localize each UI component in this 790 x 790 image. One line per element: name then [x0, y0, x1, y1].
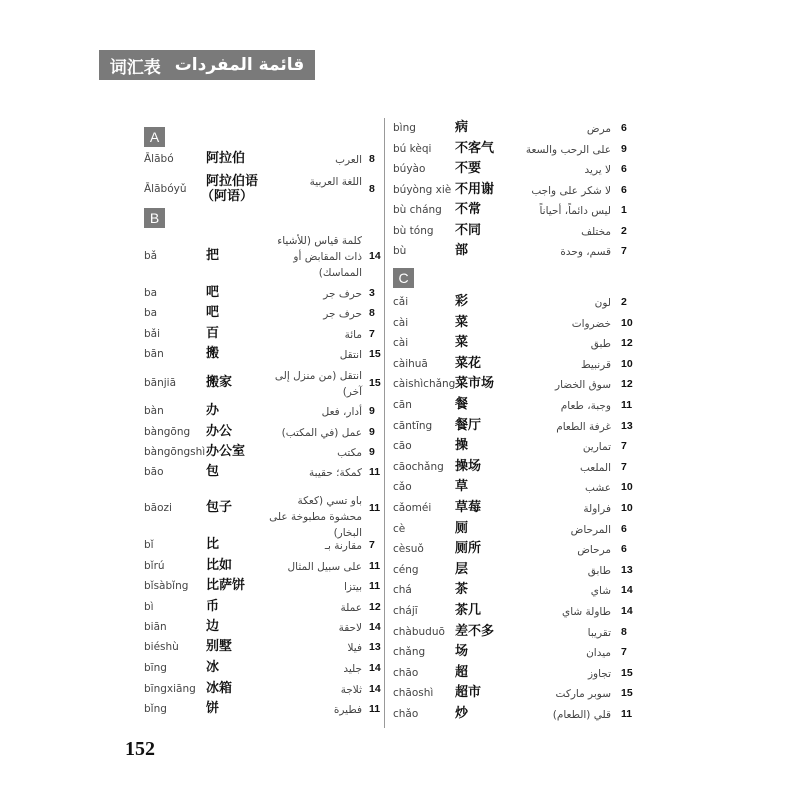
- entry-pinyin: cèsuǒ: [393, 543, 424, 556]
- entry-pinyin: bǐ: [144, 539, 154, 551]
- entry-lesson: 9: [369, 446, 375, 458]
- entry-lesson: 2: [621, 296, 627, 308]
- entry-lesson: 2: [621, 224, 627, 237]
- entry-hanzi: 草莓: [455, 500, 482, 515]
- entry-hanzi: 搬: [206, 346, 220, 361]
- entry-lesson: 11: [621, 399, 633, 411]
- entry-arabic: فيلا: [347, 642, 362, 654]
- entry-hanzi: 餐厅: [455, 417, 482, 433]
- entry-pinyin: bǐsàbǐng: [144, 580, 189, 592]
- entry-pinyin: bìng: [393, 122, 416, 134]
- entry-hanzi: 不要: [455, 161, 482, 176]
- entry-hanzi: 包子: [206, 500, 233, 515]
- entry-pinyin: bàn: [144, 405, 164, 417]
- entry-pinyin: bàngōngshì: [144, 446, 206, 458]
- entry-arabic: الملعب: [579, 461, 611, 474]
- entry-arabic: حرف جر: [323, 288, 362, 300]
- entry-hanzi: 办公室: [206, 444, 246, 459]
- entry-arabic: عشب: [585, 482, 611, 495]
- entry-pinyin: Ālābó: [144, 153, 174, 165]
- entry-pinyin: bàngōng: [144, 426, 191, 438]
- entry-lesson: 7: [621, 646, 627, 659]
- entry-pinyin: bù tóng: [393, 224, 434, 237]
- title-ar: قائمة المفردات: [174, 55, 305, 75]
- entry-hanzi: 百: [206, 326, 220, 341]
- entry-arabic: تمارين: [582, 441, 611, 454]
- entry-arabic: قسم، وحدة: [560, 246, 611, 258]
- entry-hanzi: 边: [206, 619, 220, 634]
- entry-hanzi: 层: [455, 561, 469, 577]
- entry-pinyin: chǎng: [393, 646, 426, 659]
- entry-hanzi: 超市: [455, 685, 482, 701]
- entry-hanzi: 彩: [455, 294, 469, 309]
- entry-hanzi: 比萨饼: [206, 578, 246, 593]
- entry-lesson: 13: [369, 641, 381, 653]
- entry-pinyin: bǎi: [144, 328, 161, 340]
- entry-lesson: 6: [621, 522, 627, 535]
- entry-hanzi: 不客气: [455, 140, 495, 156]
- entry-lesson: 8: [369, 153, 375, 165]
- entry-pinyin: cāo: [393, 440, 412, 453]
- entry-lesson: 13: [621, 419, 633, 432]
- entry-pinyin: búyòng xiè: [393, 183, 452, 196]
- entry-arabic: ثلاجة: [340, 684, 362, 696]
- entry-pinyin: bǐrú: [144, 560, 165, 572]
- entry-hanzi: 炒: [455, 706, 469, 721]
- entry-lesson: 12: [369, 601, 381, 613]
- entry-lesson: 10: [621, 357, 633, 370]
- entry-lesson: 3: [369, 287, 375, 299]
- entry-pinyin: cān: [393, 399, 412, 411]
- entry-pinyin: biān: [144, 621, 167, 633]
- entry-pinyin: chāoshì: [393, 687, 434, 700]
- entry-hanzi: 不常: [455, 202, 482, 217]
- entry-pinyin: bì: [144, 601, 154, 613]
- entry-pinyin: chàbuduō: [393, 625, 445, 638]
- entry-lesson: 6: [621, 543, 627, 556]
- entry-hanzi: 阿拉伯: [206, 151, 246, 166]
- entry-lesson: 15: [621, 666, 633, 679]
- entry-lesson: 14: [369, 250, 381, 262]
- entry-arabic: شاي: [590, 585, 611, 598]
- entry-arabic: حرف جر: [323, 308, 362, 320]
- entry-lesson: 10: [621, 316, 633, 329]
- entry-hanzi: 超: [455, 664, 469, 680]
- entry-lesson: 8: [369, 307, 375, 319]
- entry-pinyin: bú kèqi: [393, 142, 432, 155]
- entry-lesson: 6: [621, 183, 627, 196]
- entry-arabic: فراولة: [583, 503, 611, 515]
- entry-hanzi: 币: [206, 599, 220, 614]
- entry-arabic: انتقل (من منزل إلى آخر): [274, 370, 362, 398]
- entry-hanzi: 吧: [206, 285, 220, 300]
- entry-hanzi: 比如: [206, 558, 233, 573]
- entry-hanzi: 餐: [455, 397, 469, 412]
- entry-hanzi: 菜: [455, 314, 469, 330]
- entry-arabic: عملة: [340, 602, 362, 614]
- entry-hanzi: 吧: [206, 305, 220, 320]
- entry-arabic: كمكة؛ حقيبة: [309, 467, 362, 479]
- entry-arabic: مائة: [344, 329, 362, 341]
- entry-arabic: مرحاض: [577, 544, 611, 557]
- entry-lesson: 6: [621, 163, 627, 175]
- entry-lesson: 14: [621, 605, 633, 617]
- entry-hanzi: 不同: [455, 222, 482, 238]
- entry-arabic: المرحاض: [570, 523, 611, 536]
- entry-arabic: لون: [594, 297, 611, 309]
- entry-arabic: خضروات: [571, 317, 611, 330]
- entry-hanzi: 饼: [206, 701, 220, 716]
- entry-hanzi: 阿拉伯语: [206, 174, 259, 189]
- entry-hanzi: 菜花: [455, 355, 482, 371]
- entry-arabic: اللغة العربية: [309, 176, 362, 188]
- entry-pinyin: chǎo: [393, 708, 419, 720]
- entry-lesson: 10: [621, 502, 633, 514]
- entry-pinyin: cāntīng: [393, 419, 433, 432]
- entry-arabic: ليس دائماً، أحياناً: [539, 205, 611, 217]
- section-letter: A: [144, 127, 165, 147]
- entry-lesson: 11: [621, 708, 633, 720]
- entry-pinyin: bù cháng: [393, 204, 442, 216]
- entry-hanzi: 茶几: [455, 603, 482, 618]
- entry-lesson: 14: [369, 621, 381, 633]
- entry-lesson: 11: [369, 703, 381, 715]
- entry-lesson: 9: [369, 405, 375, 417]
- entry-pinyin: chāo: [393, 666, 419, 679]
- entry-arabic: سوق الخضار: [555, 379, 611, 392]
- entry-lesson: 7: [369, 328, 375, 340]
- entry-pinyin: chá: [393, 584, 412, 597]
- entry-lesson: 11: [369, 502, 381, 514]
- entry-arabic: فطيرة: [333, 704, 362, 716]
- entry-pinyin: càishìchǎng: [393, 378, 456, 391]
- entry-arabic: تقريبا: [587, 626, 611, 639]
- entry-lesson: 11: [369, 580, 381, 592]
- entry-lesson: 7: [369, 539, 375, 551]
- entry-pinyin: cài: [393, 337, 409, 350]
- entry-pinyin: cài: [393, 316, 409, 329]
- entry-arabic: مختلف: [581, 225, 611, 238]
- entry-lesson: 6: [621, 122, 627, 134]
- entry-pinyin: bānjiā: [144, 377, 177, 389]
- entry-lesson: 13: [621, 563, 633, 576]
- entry-pinyin: ba: [144, 287, 158, 299]
- entry-lesson: 11: [369, 466, 381, 478]
- entry-lesson: 11: [369, 560, 381, 572]
- entry-arabic: لا شكر على واجب: [531, 184, 611, 197]
- entry-pinyin: Ālābóyǔ: [144, 183, 187, 195]
- entry-arabic: العرب: [335, 154, 362, 166]
- entry-arabic: جليد: [343, 663, 362, 675]
- entry-hanzi: 部: [455, 243, 469, 258]
- entry-arabic: سوبر ماركت: [555, 688, 611, 701]
- entry-lesson: 12: [621, 378, 633, 391]
- entry-lesson: 7: [621, 440, 627, 453]
- entry-arabic: تجاوز: [587, 667, 611, 680]
- entry-arabic: على الرحب والسعة: [525, 143, 611, 156]
- section-letter: B: [144, 208, 165, 228]
- entry-pinyin: bǎ: [144, 250, 158, 262]
- entry-arabic: وجبة، طعام: [560, 400, 611, 412]
- entry-pinyin: bīng: [144, 662, 167, 674]
- entry-pinyin: biéshù: [144, 641, 179, 653]
- entry-arabic: عمل (في المكتب): [281, 427, 362, 439]
- entry-arabic: غرفة الطعام: [556, 420, 611, 433]
- title-zh: 词汇表: [109, 57, 161, 78]
- entry-lesson: 14: [369, 662, 381, 674]
- entry-lesson: 7: [621, 460, 627, 473]
- entry-arabic: طاولة شاي: [561, 606, 611, 618]
- entry-hanzi: 搬家: [206, 375, 233, 390]
- entry-arabic: قلي (الطعام): [552, 709, 611, 721]
- entry-hanzi: 操场: [455, 458, 482, 474]
- section-letter: C: [393, 268, 414, 288]
- entry-pinyin: céng: [393, 563, 419, 576]
- entry-hanzi: 包: [206, 464, 220, 479]
- entry-arabic: لا يريد: [584, 164, 611, 176]
- entry-hanzi: 办公: [206, 424, 233, 439]
- entry-pinyin: càihuā: [393, 357, 428, 370]
- entry-lesson: 1: [621, 204, 627, 216]
- entry-hanzi: 比: [206, 537, 220, 552]
- entry-lesson: 8: [621, 625, 627, 638]
- entry-lesson: 15: [621, 687, 633, 700]
- entry-hanzi: 菜: [455, 335, 469, 351]
- entry-lesson: 8: [369, 183, 375, 195]
- entry-pinyin: bān: [144, 348, 164, 360]
- entry-pinyin: cǎi: [393, 296, 409, 308]
- entry-arabic: أدار، فعل: [321, 406, 362, 418]
- entry-pinyin: cǎo: [393, 481, 412, 494]
- entry-lesson: 9: [369, 426, 375, 438]
- entry-arabic: مقارنة بـ: [324, 540, 362, 552]
- entry-lesson: 10: [621, 481, 633, 494]
- entry-arabic: طبق: [590, 338, 611, 351]
- entry-arabic: انتقل: [339, 349, 362, 361]
- entry-hanzi: 冰箱: [206, 681, 233, 696]
- entry-arabic: مكتب: [337, 447, 362, 459]
- entry-pinyin: bù: [393, 245, 407, 257]
- entry-pinyin: cāochǎng: [393, 460, 444, 473]
- entry-hanzi: 不用谢: [455, 181, 495, 197]
- entry-hanzi: 冰: [206, 660, 220, 675]
- entry-hanzi: 草: [455, 479, 469, 495]
- page-title: [99, 50, 315, 80]
- entry-arabic: باو تسي (كعكة محشوة مطبوخة على البخار): [269, 495, 362, 539]
- entry-arabic: ميدان: [586, 647, 611, 660]
- entry-hanzi: 茶: [455, 582, 469, 598]
- entry-hanzi: 别墅: [206, 639, 233, 654]
- column-divider: [384, 118, 385, 728]
- entry-hanzi: 办: [206, 403, 220, 418]
- entry-arabic: بيتزا: [344, 581, 362, 593]
- entry-pinyin: cǎoméi: [393, 502, 432, 514]
- entry-hanzi-alt: （阿语）: [201, 189, 254, 204]
- entry-hanzi: 病: [455, 120, 469, 135]
- entry-hanzi: 厕所: [455, 541, 482, 557]
- entry-arabic: لاحقة: [338, 622, 362, 634]
- page-number: 152: [125, 738, 155, 760]
- entry-lesson: 14: [621, 584, 633, 597]
- entry-pinyin: bīngxiāng: [144, 683, 196, 695]
- entry-arabic: كلمة قياس (للأشياء ذات المقابض أو المماسك): [277, 235, 362, 279]
- entry-hanzi: 场: [455, 644, 469, 660]
- entry-pinyin: bāozi: [144, 502, 172, 514]
- entry-arabic: مرض: [586, 123, 611, 135]
- entry-hanzi: 厕: [455, 520, 469, 536]
- entry-pinyin: chájī: [393, 605, 418, 617]
- entry-arabic: طابق: [587, 564, 611, 577]
- entry-lesson: 12: [621, 337, 633, 350]
- entry-hanzi: 差不多: [455, 623, 495, 639]
- entry-pinyin: cè: [393, 522, 406, 535]
- entry-pinyin: bǐng: [144, 703, 167, 715]
- entry-lesson: 15: [369, 377, 381, 389]
- entry-pinyin: bāo: [144, 466, 164, 478]
- entry-hanzi: 把: [206, 248, 220, 263]
- entry-arabic: قرنبيط: [580, 358, 611, 371]
- entry-hanzi: 操: [455, 438, 469, 454]
- entry-lesson: 9: [621, 142, 627, 155]
- entry-arabic: على سبيل المثال: [287, 561, 362, 573]
- entry-pinyin: búyào: [393, 163, 426, 175]
- entry-hanzi: 菜市场: [455, 376, 495, 392]
- entry-lesson: 14: [369, 683, 381, 695]
- entry-lesson: 7: [621, 245, 627, 257]
- entry-lesson: 15: [369, 348, 381, 360]
- entry-pinyin: ba: [144, 307, 158, 319]
